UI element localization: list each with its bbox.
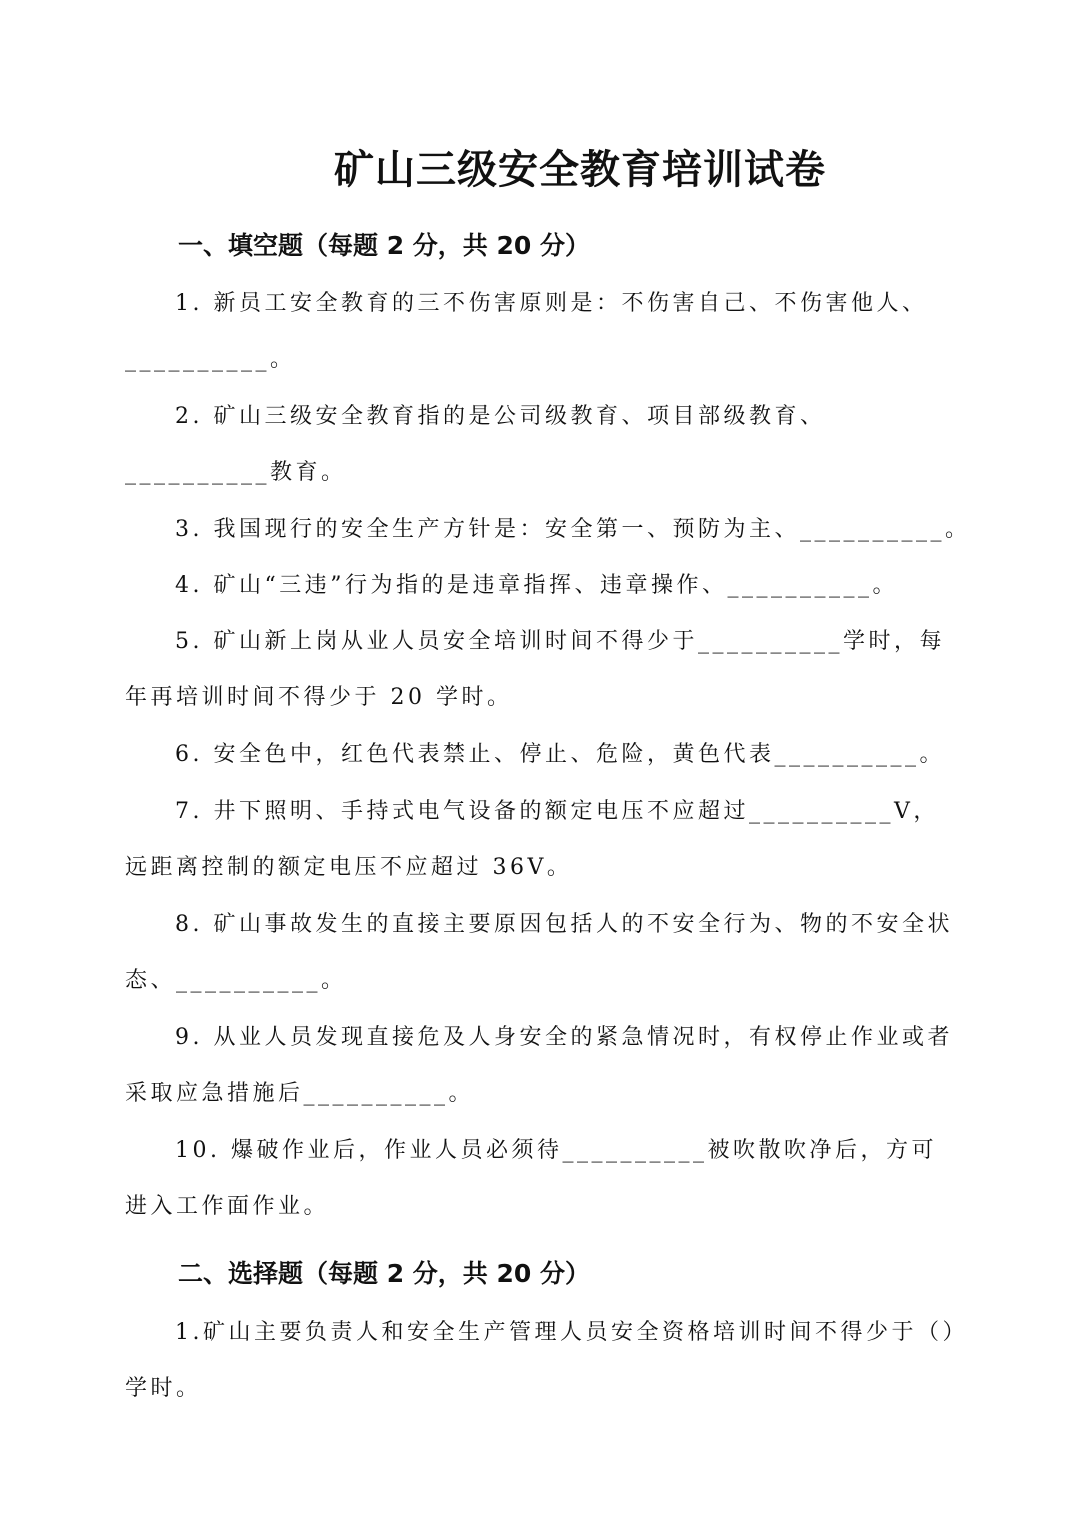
fill-blank-question-7: 7. 井下照明、手持式电气设备的额定电压不应超过__________V，远距离控制的额定电压不应超过 36V。 [125,799,939,880]
fill-blank-question-3: 3. 我国现行的安全生产方针是：安全第一、预防为主、__________。 [175,517,971,542]
fill-blank-question-5: 5. 矿山新上岗从业人员安全培训时间不得少于__________学时，每年再培训时间不得少于 20 学时。 [125,629,945,710]
section-fill-blank-heading: 一、填空题（每题 2 分，共 20 分） [178,231,591,260]
fill-blank-question-4: 4. 矿山“三违”行为指的是违章指挥、违章操作、__________。 [175,573,898,598]
choice-question-1: 1.矿山主要负责人和安全生产管理人员安全资格培训时间不得少于（）学时。 [125,1320,957,1401]
fill-blank-question-9: 9. 从业人员发现直接危及人身安全的紧急情况时，有权停止作业或者采取应急措施后__________。 [125,1025,953,1106]
fill-blank-question-2: 2. 矿山三级安全教育指的是公司级教育、项目部级教育、__________教育。 [125,404,826,485]
fill-blank-question-10: 10. 爆破作业后，作业人员必须待__________被吹散吹净后，方可进入工作面作业。 [125,1138,937,1219]
fill-blank-question-8: 8. 矿山事故发生的直接主要原因包括人的不安全行为、物的不安全状态、__________。 [125,912,953,993]
fill-blank-question-1: 1. 新员工安全教育的三不伤害原则是：不伤害自己、不伤害他人、__________。 [125,291,928,372]
exam-title: 矿山三级安全教育培训试卷 [334,147,826,193]
fill-blank-question-6: 6. 安全色中，红色代表禁止、停止、危险，黄色代表__________。 [175,742,945,767]
section-choice-heading: 二、选择题（每题 2 分，共 20 分） [178,1259,591,1288]
